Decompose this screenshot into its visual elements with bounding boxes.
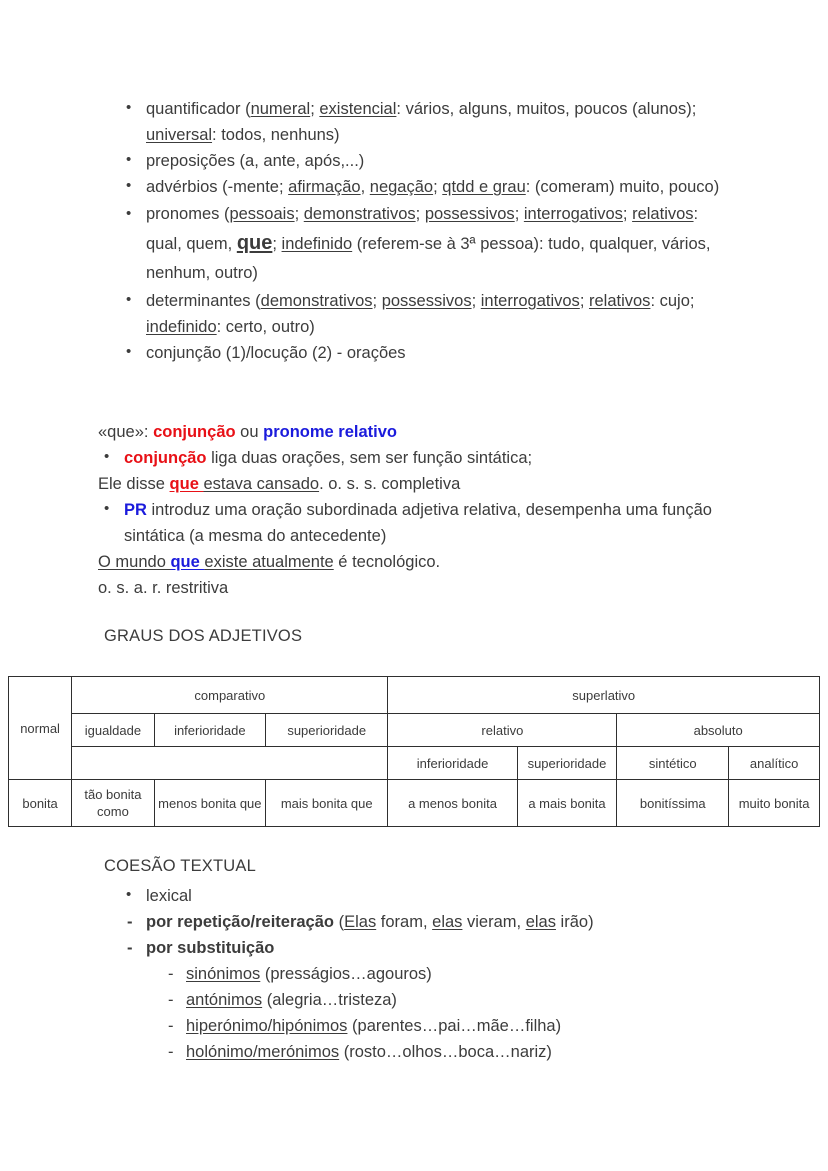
graus-heading: GRAUS DOS ADJETIVOS [104, 627, 303, 645]
cell-example-superioridade-sup: a mais bonita [517, 780, 617, 827]
example-pronome-relativo: O mundo que existe atualmente é tecnológico. [98, 553, 441, 571]
list-item: • quantificador (numeral; existencial: vários, alguns, muitos, poucos (alunos); universal: todos, nenhuns) [120, 96, 720, 148]
list-item: - antónimos (alegria…tristeza) [164, 987, 740, 1013]
cell-superioridade-comp: superioridade [266, 714, 388, 747]
list-item: - por substituição [120, 935, 740, 961]
cell-sintetico: sintético [617, 747, 729, 780]
list-item: • advérbios (-mente; afirmação, negação; qtdd e grau: (comeram) muito, pouco) [120, 174, 720, 200]
coesao-substituicao-list [164, 961, 740, 1065]
list-item: - hiperónimo/hipónimos (parentes…pai…mãe…filha) [164, 1013, 740, 1039]
list-item: • pronomes (pessoais; demonstrativos; possessivos; interrogativos; relativos: qual, quem, que; indefinido (referem-se à 3ª pessoa): tudo, qualquer, vários, nenhum, outro) [120, 200, 720, 288]
table-row [9, 677, 820, 714]
coesao-lexical-list [120, 883, 740, 909]
example-conjuncao: Ele disse que estava cansado. o. s. s. completiva [98, 475, 461, 493]
cell-inferioridade-comp: inferioridade [154, 714, 265, 747]
cell-example-inferioridade-sup: a menos bonita [388, 780, 517, 827]
word-classes-list [120, 96, 720, 366]
cell-absoluto: absoluto [617, 714, 820, 747]
cell-normal: normal [9, 677, 72, 780]
cell-comparativo: comparativo [72, 677, 388, 714]
list-item: • conjunção (1)/locução (2) - orações [120, 340, 720, 366]
coesao-dash-list [120, 909, 740, 961]
list-item: • determinantes (demonstrativos; possessivos; interrogativos; relativos: cujo; indefinido: certo, outro) [120, 288, 720, 340]
que-conjuncao-list [98, 445, 738, 471]
cell-example-sintetico: bonitíssima [617, 780, 729, 827]
list-item: - por repetição/reiteração (Elas foram, elas vieram, elas irão) [120, 909, 740, 935]
cell-example-analitico: muito bonita [729, 780, 820, 827]
list-item: • lexical [120, 883, 740, 909]
cell-example-inferioridade-comp: menos bonita que [154, 780, 265, 827]
table-row [9, 747, 820, 780]
coesao-heading: COESÃO TEXTUAL [104, 857, 256, 875]
cell-superioridade-sup: superioridade [517, 747, 617, 780]
coesao-section [120, 883, 740, 1065]
graus-table [8, 676, 820, 827]
list-item: - holónimo/merónimos (rosto…olhos…boca…nariz) [164, 1039, 740, 1065]
example-pr-note: o. s. a. r. restritiva [98, 579, 229, 597]
list-item: • PR introduz uma oração subordinada adjetiva relativa, desempenha uma função sintática (a mesma do antecedente) [98, 497, 738, 549]
cell-igualdade: igualdade [72, 714, 155, 747]
word-classes-section [120, 96, 720, 366]
table-row [9, 780, 820, 827]
list-item: • conjunção liga duas orações, sem ser função sintática; [98, 445, 738, 471]
cell-superlativo: superlativo [388, 677, 820, 714]
cell-relativo: relativo [388, 714, 617, 747]
table-row [9, 714, 820, 747]
list-item: - sinónimos (presságios…agouros) [164, 961, 740, 987]
cell-empty-comparativo [72, 747, 388, 780]
cell-inferioridade-sup: inferioridade [388, 747, 517, 780]
list-item: • preposições (a, ante, após,...) [120, 148, 720, 174]
cell-example-igualdade: tão bonita como [72, 780, 155, 827]
que-pr-list [98, 497, 738, 549]
que-section [98, 419, 738, 601]
que-intro-line: «que»: conjunção ou pronome relativo [98, 423, 397, 441]
cell-analitico: analítico [729, 747, 820, 780]
cell-example-superioridade-comp: mais bonita que [266, 780, 388, 827]
cell-example-normal: bonita [9, 780, 72, 827]
